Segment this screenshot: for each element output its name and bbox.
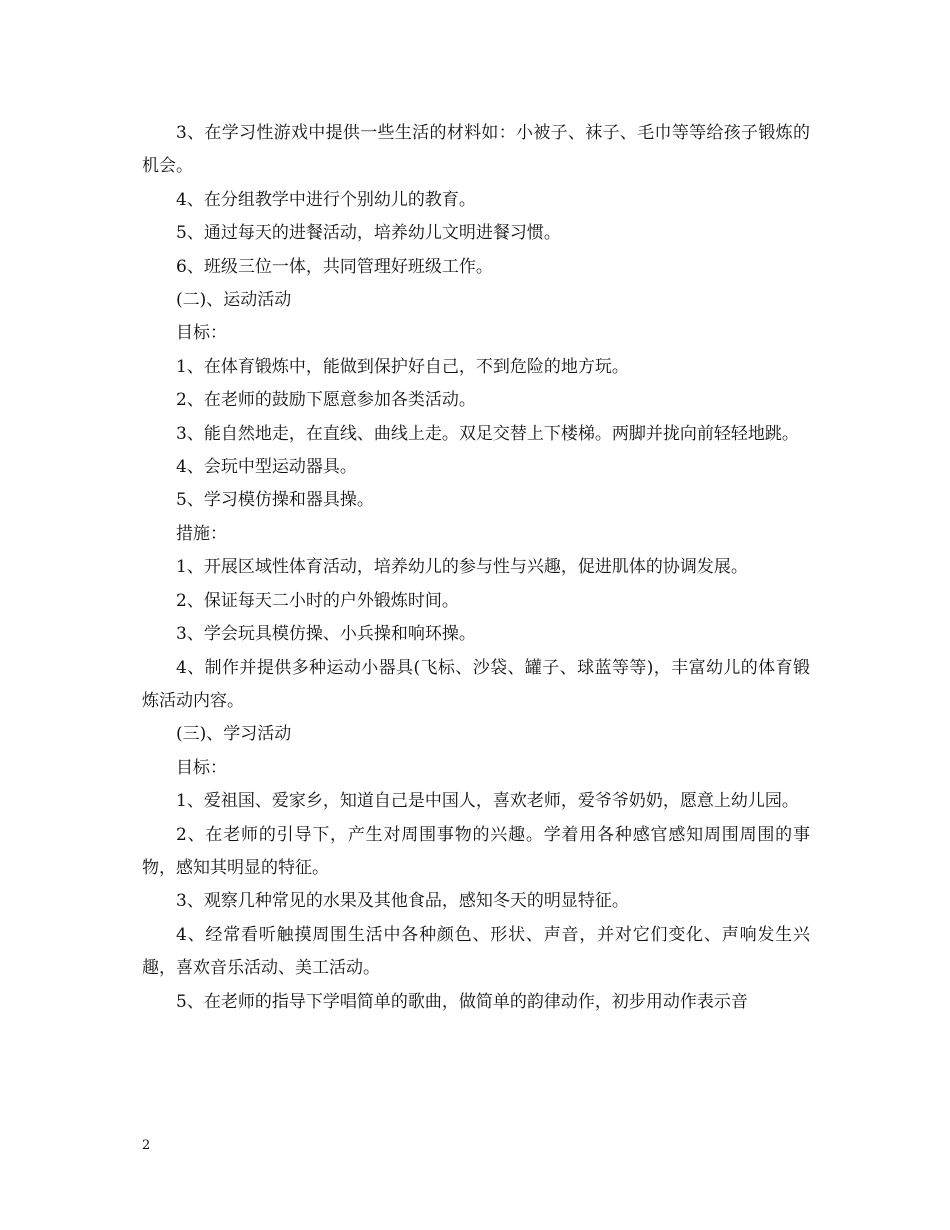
- section-heading: (三)、学习活动: [176, 724, 292, 745]
- paragraph: 3、在学习性游戏中提供一些生活的材料如：小被子、袜子、毛巾等等给孩子锻炼的机会。: [142, 123, 810, 177]
- paragraph: 4、会玩中型运动器具。: [176, 457, 357, 478]
- paragraph: 3、学会玩具模仿操、小兵操和响环操。: [176, 624, 476, 645]
- paragraph: 1、爱祖国、爱家乡，知道自己是中国人，喜欢老师，爱爷爷奶奶，愿意上幼儿园。: [176, 791, 799, 812]
- paragraph: 3、能自然地走，在直线、曲线上走。双足交替上下楼梯。两脚并拢向前轻轻地跳。: [176, 423, 799, 444]
- paragraph: 5、通过每天的进餐活动，培养幼儿文明进餐习惯。: [176, 223, 561, 244]
- subheading-measures: 措施：: [176, 523, 227, 544]
- paragraph: 2、保证每天二小时的户外锻炼时间。: [176, 590, 459, 611]
- paragraph: 6、班级三位一体，共同管理好班级工作。: [176, 256, 493, 277]
- paragraph: 1、开展区域性体育活动，培养幼儿的参与性与兴趣，促进肌体的协调发展。: [176, 557, 748, 578]
- subheading-goals: 目标：: [176, 323, 227, 344]
- paragraph: 5、学习模仿操和器具操。: [176, 490, 374, 511]
- paragraph: 2、在老师的鼓励下愿意参加各类活动。: [176, 390, 476, 411]
- page-number: 2: [142, 1138, 151, 1153]
- paragraph: 3、观察几种常见的水果及其他食品，感知冬天的明显特征。: [176, 891, 629, 912]
- section-heading: (二)、运动活动: [176, 290, 292, 311]
- paragraph: 5、在老师的指导下学唱简单的歌曲，做简单的韵律动作，初步用动作表示音: [176, 991, 748, 1012]
- subheading-goals: 目标：: [176, 757, 227, 778]
- paragraph: 1、在体育锻炼中，能做到保护好自己，不到危险的地方玩。: [176, 356, 629, 377]
- document-body: [142, 117, 810, 1019]
- paragraph: 4、经常看听触摸周围生活中各种颜色、形状、声音，并对它们变化、声响发生兴趣，喜欢音乐活动、美工活动。: [142, 924, 810, 979]
- paragraph: 2、在老师的引导下，产生对周围事物的兴趣。学着用各种感官感知周围周围的事物，感知其明显的特征。: [142, 824, 810, 878]
- paragraph: 4、在分组教学中进行个别幼儿的教育。: [176, 189, 476, 210]
- paragraph: 4、制作并提供多种运动小器具(飞标、沙袋、罐子、球蓝等等)，丰富幼儿的体育锻炼活动内容。: [142, 657, 810, 711]
